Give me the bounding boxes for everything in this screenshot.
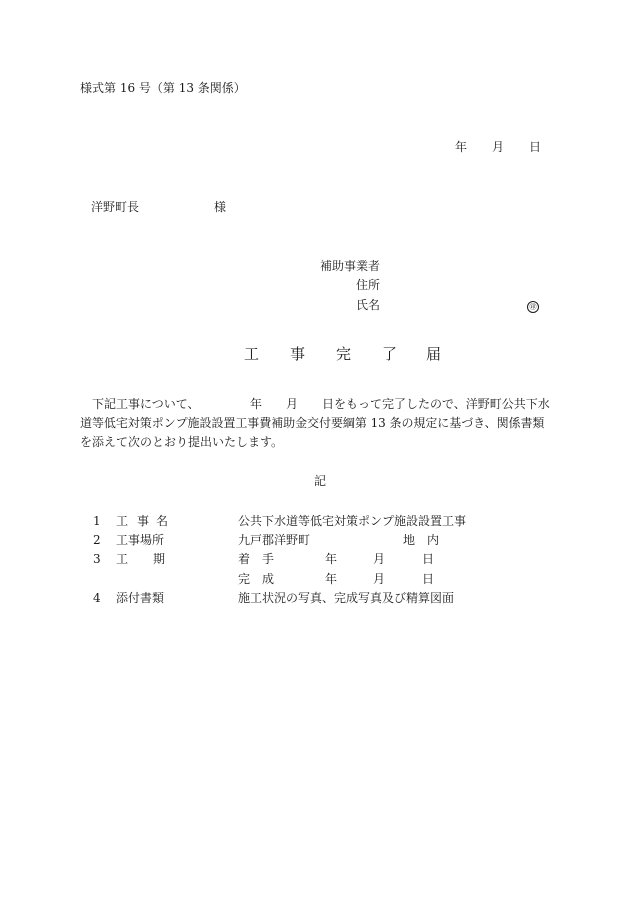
item-number: 4 xyxy=(93,591,101,605)
item-label-char: 名 xyxy=(156,514,169,528)
start-month: 月 xyxy=(373,552,386,566)
recipient-honorific: 様 xyxy=(214,200,227,214)
end-year: 年 xyxy=(325,572,338,586)
title-char: 了 xyxy=(382,345,398,363)
body-prefix: 下記工事について、 xyxy=(92,397,200,411)
title-char: 工 xyxy=(244,345,260,363)
body-suffix: 日をもって完了したので、洋野町公共下水 xyxy=(322,397,550,411)
body-month: 月 xyxy=(286,397,299,411)
seal-icon: ㊞ xyxy=(527,301,539,313)
item-label: 工事場所 xyxy=(116,533,165,547)
date-year: 年 xyxy=(455,140,468,154)
title-char: 事 xyxy=(290,345,306,363)
address-label: 住所 xyxy=(356,278,381,292)
start-year: 年 xyxy=(325,552,338,566)
item-number: 3 xyxy=(93,552,101,566)
body-line-3: を添えて次のとおり提出いたします。 xyxy=(80,435,284,449)
item-label-char: 工 xyxy=(116,514,129,528)
item-value-suffix: 地 内 xyxy=(403,533,440,547)
title-char: 届 xyxy=(426,345,442,363)
body-year: 年 xyxy=(250,397,263,411)
form-number: 様式第 16 号（第 13 条関係） xyxy=(80,81,246,95)
item-number: 2 xyxy=(93,533,101,547)
item-label-char: 事 xyxy=(137,514,150,528)
date-month: 月 xyxy=(492,140,505,154)
ki-heading: 記 xyxy=(314,474,327,488)
date-day: 日 xyxy=(529,140,542,154)
title-char: 完 xyxy=(336,345,352,363)
item-number: 1 xyxy=(93,514,101,528)
name-label: 氏名 xyxy=(356,298,381,312)
item-label-char: 期 xyxy=(153,552,166,566)
start-label: 着 手 xyxy=(238,552,275,566)
end-day: 日 xyxy=(422,572,435,586)
item-label-char: 工 xyxy=(116,552,129,566)
start-day: 日 xyxy=(422,552,435,566)
item-value: 公共下水道等低宅対策ポンプ施設設置工事 xyxy=(238,514,467,528)
item-value: 施工状況の写真、完成写真及び精算図面 xyxy=(238,591,455,605)
seal-mark xyxy=(527,298,539,313)
body-line-2: 道等低宅対策ポンプ施設設置工事費補助金交付要綱第 13 条の規定に基づき、関係書類 xyxy=(80,416,545,430)
recipient-name: 洋野町長 xyxy=(91,200,140,214)
applicant-role: 補助事業者 xyxy=(320,259,381,273)
end-label: 完 成 xyxy=(238,572,275,586)
item-value: 九戸郡洋野町 xyxy=(238,533,311,547)
item-label: 添付書類 xyxy=(116,591,165,605)
end-month: 月 xyxy=(373,572,386,586)
